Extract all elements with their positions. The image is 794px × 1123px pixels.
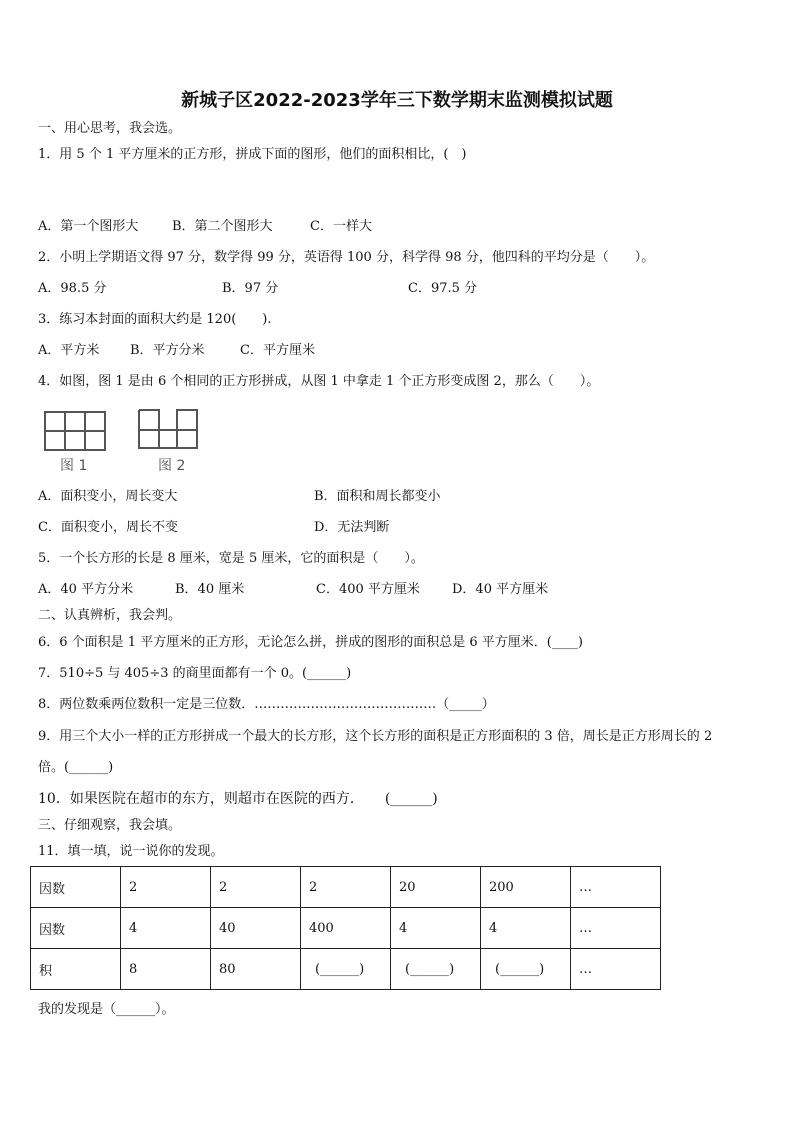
question-4: 4．如图，图 1 是由 6 个相同的正方形拼成，从图 1 中拿走 1 个正方形变成图 2，那么（ ）。 bbox=[38, 374, 600, 389]
q3-option-a[interactable]: A．平方米 bbox=[38, 343, 100, 358]
figure-1-label: 图 1 bbox=[60, 458, 88, 474]
table-cell: 因数 bbox=[31, 908, 121, 949]
figure-2-label: 图 2 bbox=[158, 458, 186, 474]
q5-option-d[interactable]: D．40 平方厘米 bbox=[452, 582, 549, 597]
table-cell: 4 bbox=[121, 908, 211, 949]
question-9-line-1: 9．用三个大小一样的正方形拼成一个最大的长方形，这个长方形的面积是正方形面积的 3 倍，周长是正方形周长的 2 bbox=[38, 729, 713, 744]
q1-option-b[interactable]: B．第二个图形大 bbox=[172, 219, 273, 234]
table-cell: 20 bbox=[391, 867, 481, 908]
page-title: 新城子区2022-2023学年三下数学期末监测模拟试题 bbox=[181, 90, 613, 111]
section-2-heading: 二、认真辨析，我会判。 bbox=[38, 608, 182, 623]
table-cell: 因数 bbox=[31, 867, 121, 908]
question-6: 6．6 个面积是 1 平方厘米的正方形，无论怎么拼，拼成的图形的面积总是 6 平方厘米．(____) bbox=[38, 635, 583, 650]
q3-option-c[interactable]: C．平方厘米 bbox=[240, 343, 315, 358]
question-2: 2．小明上学期语文得 97 分，数学得 99 分，英语得 100 分，科学得 98 分，他四科的平均分是（ ）。 bbox=[38, 250, 655, 265]
question-1: 1．用 5 个 1 平方厘米的正方形，拼成下面的图形，他们的面积相比，( ) bbox=[38, 147, 467, 162]
table-row bbox=[31, 949, 661, 990]
question-11: 11．填一填，说一说你的发现。 bbox=[38, 844, 224, 859]
section-1-heading: 一、用心思考，我会选。 bbox=[38, 121, 182, 136]
q4-option-b[interactable]: B．面积和周长都变小 bbox=[314, 489, 441, 504]
q1-option-a[interactable]: A．第一个图形大 bbox=[38, 219, 139, 234]
section-3-heading: 三、仔细观察，我会填。 bbox=[38, 818, 182, 833]
q2-option-c[interactable]: C．97.5 分 bbox=[408, 281, 478, 296]
q4-option-d[interactable]: D．无法判断 bbox=[314, 520, 390, 535]
q2-option-a[interactable]: A．98.5 分 bbox=[38, 281, 107, 296]
q5-option-c[interactable]: C．400 平方厘米 bbox=[316, 582, 420, 597]
q5-option-b[interactable]: B．40 厘米 bbox=[175, 582, 245, 597]
table-row bbox=[31, 867, 661, 908]
table-cell: 2 bbox=[301, 867, 391, 908]
table-row bbox=[31, 908, 661, 949]
q2-option-b[interactable]: B．97 分 bbox=[222, 281, 279, 296]
question-10: 10．如果医院在超市的东方，则超市在医院的西方． (______) bbox=[38, 791, 438, 807]
table-cell: 2 bbox=[121, 867, 211, 908]
question-3: 3．练习本封面的面积大约是 120( ). bbox=[38, 312, 272, 327]
table-cell: 80 bbox=[211, 949, 301, 990]
figure-1-grid bbox=[44, 408, 108, 452]
question-7: 7．510÷5 与 405÷3 的商里面都有一个 0。(______) bbox=[38, 666, 352, 681]
table-cell: 4 bbox=[481, 908, 571, 949]
table-cell: 400 bbox=[301, 908, 391, 949]
q1-option-c[interactable]: C．一样大 bbox=[310, 219, 372, 234]
table-cell: 8 bbox=[121, 949, 211, 990]
q4-option-c[interactable]: C．面积变小，周长不变 bbox=[38, 520, 178, 535]
table-cell: 4 bbox=[391, 908, 481, 949]
q4-option-a[interactable]: A．面积变小，周长变大 bbox=[38, 489, 178, 504]
q5-option-a[interactable]: A．40 平方分米 bbox=[38, 582, 134, 597]
answer-blank[interactable]: (______) bbox=[481, 949, 571, 990]
table-cell: … bbox=[571, 949, 661, 990]
answer-blank[interactable]: (______) bbox=[391, 949, 481, 990]
table-cell: … bbox=[571, 867, 661, 908]
table-cell: 40 bbox=[211, 908, 301, 949]
answer-blank[interactable]: (______) bbox=[301, 949, 391, 990]
factor-product-table bbox=[30, 866, 661, 990]
figure-2-grid bbox=[137, 408, 201, 452]
q3-option-b[interactable]: B．平方分米 bbox=[130, 343, 205, 358]
question-8: 8．两位数乘两位数积一定是三位数．……………………………………（_____） bbox=[38, 697, 495, 712]
table-cell: 积 bbox=[31, 949, 121, 990]
finding-prompt: 我的发现是（______）。 bbox=[38, 1002, 175, 1017]
question-5: 5．一个长方形的长是 8 厘米，宽是 5 厘米，它的面积是（ ）。 bbox=[38, 551, 424, 566]
table-cell: 2 bbox=[211, 867, 301, 908]
question-9-line-2: 倍。(______) bbox=[38, 760, 114, 775]
table-cell: … bbox=[571, 908, 661, 949]
table-cell: 200 bbox=[481, 867, 571, 908]
